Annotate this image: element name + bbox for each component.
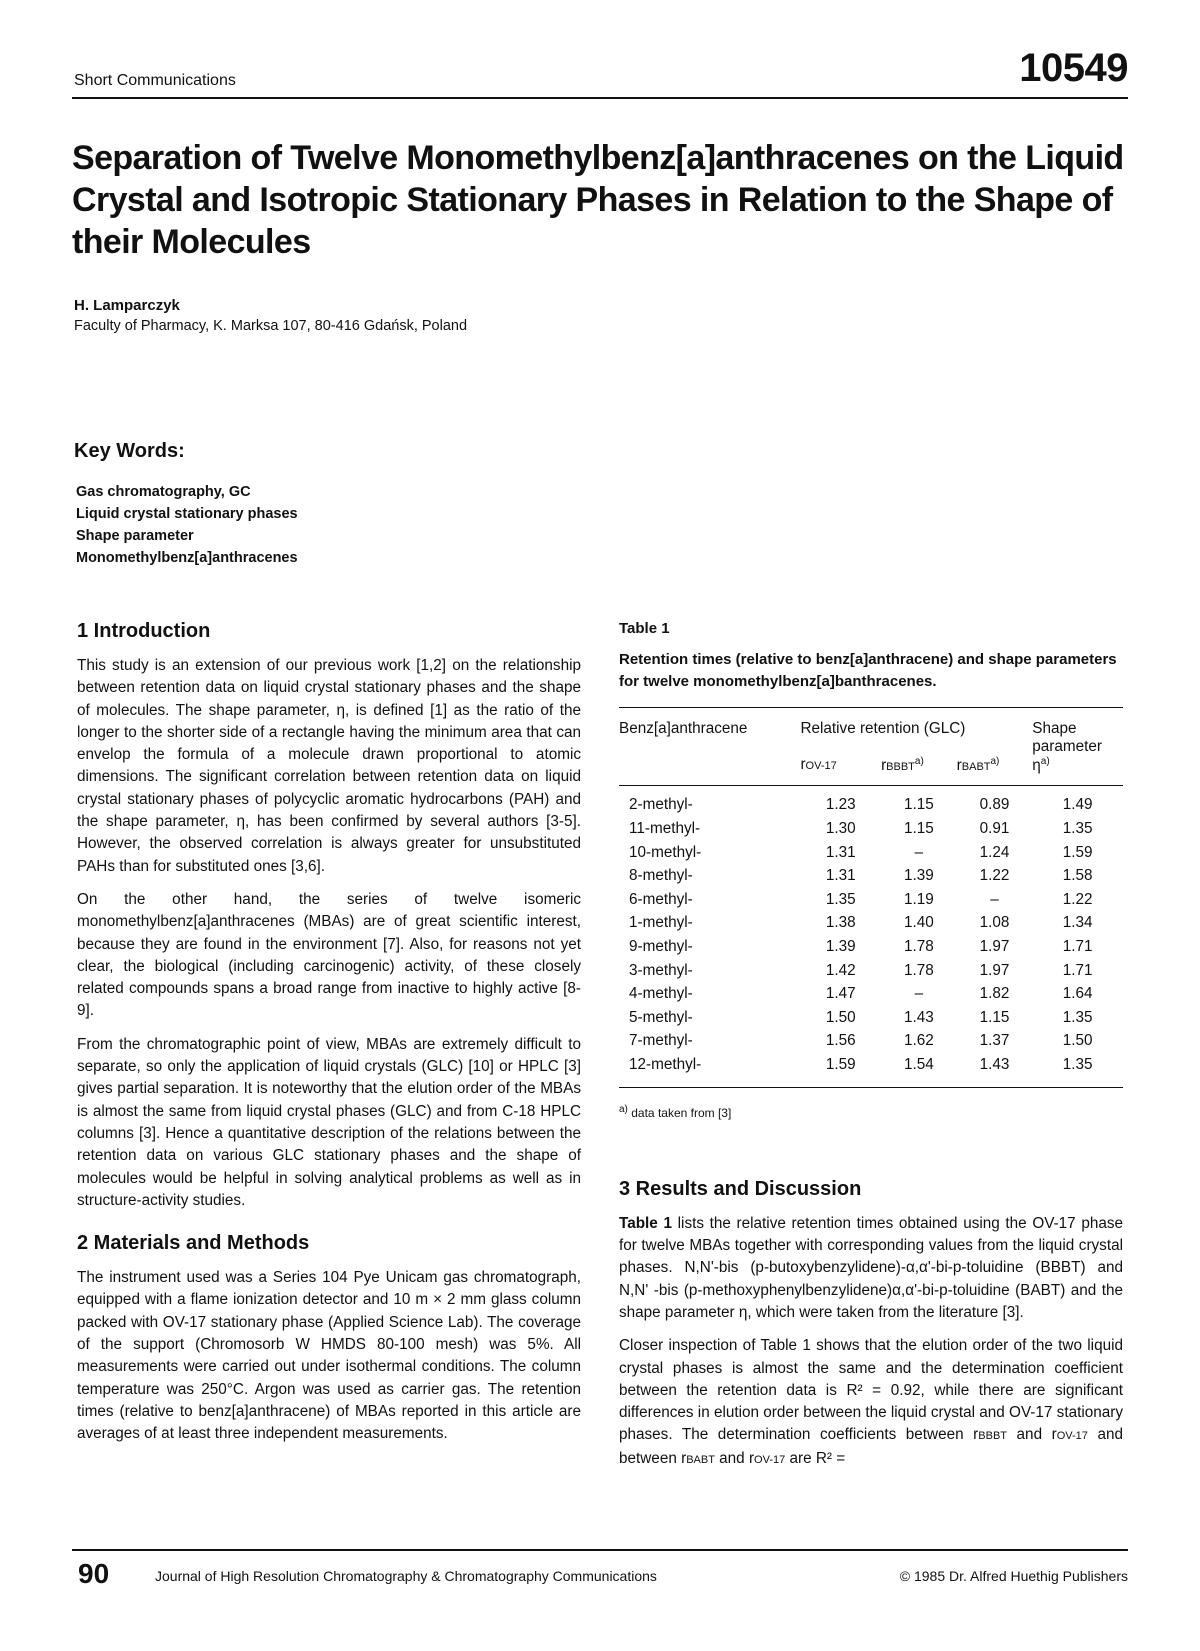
value-cell: 1.35 [1062,1008,1093,1026]
keyword-item: Liquid crystal stationary phases [76,506,298,522]
results-text: and between r [619,1426,1123,1467]
table-row [619,1053,1123,1077]
subscript: BBBT [978,1430,1007,1443]
value-cell: 1.64 [1062,985,1093,1003]
compound-cell: 6-methyl- [629,890,693,908]
table-row [619,935,1123,959]
value-cell: 1.22 [1062,890,1093,908]
r-symbol: r [956,757,962,775]
table-bottom-rule [619,1087,1123,1088]
value-cell: 1.22 [979,867,1010,885]
footer-rule [72,1549,1128,1551]
methods-paragraph: The instrument used was a Series 104 Pye Unicam gas chromatograph, equipped with a flame ionization detector and 10 m × 2 mm glass column packed with OV-17 stationary phase (Applied Science Lab). The coverage of the support (Chromosorb W HMDS 80-100 mesh) was 5%. All measurements were carried out under isothermal conditions. The column temperature was 250°C. Argon was used as carrier gas. The retention times (relative to benz[a]anthracene) of MBAs reported in this article are averages of at least three independent measurements. [77,1269,581,1443]
subscript-babt: BABT [961,761,991,774]
header-blank [619,756,800,786]
table-row [619,794,1123,818]
footnote-marker: a) [914,756,924,767]
r-symbol: r [800,756,806,773]
compound-cell: 8-methyl- [629,867,693,885]
table-row [619,817,1123,841]
r-symbol: r [881,757,887,775]
value-cell: 1.39 [825,937,856,955]
value-cell: 1.30 [825,819,856,837]
results-text: are R² = [785,1449,846,1467]
introduction-paragraph: This study is an extension of our previous work [1,2] on the relationship between retention data on liquid crystal stationary phases and the shape of molecules. The shape parameter, η, is defined [1] as the ratio of the longer to the shorter side of a rectangle having the minimum area that can envelop the formula of a molecule drawn proportional to atomic dimensions. The significant correlation between retention data on liquid crystal stationary phases of polycyclic aromatic hydrocarbons (PAH) and the shape parameter, η, has been confirmed by several authors [3-5]. However, the observed correlation is always greater for unsubstituted PAHs than for substituted ones [3,6]. [77,657,581,875]
table-row [619,1006,1123,1030]
header-shape-parameter: Shape parameter [1032,720,1102,755]
table-footnote [619,1104,1123,1120]
value-cell: 1.39 [903,867,934,885]
compound-cell: 9-methyl- [629,937,693,955]
compound-cell: 3-methyl- [629,961,693,979]
table-row [619,841,1123,865]
keyword-item: Shape parameter [76,528,194,544]
value-cell: 1.31 [825,867,856,885]
header-eta [1032,756,1123,786]
compound-cell: 1-methyl- [629,914,693,932]
page-number-top: 10549 [1019,46,1128,90]
keywords-heading: Key Words: [74,440,185,462]
value-cell: 1.62 [903,1032,934,1050]
header-rule [72,97,1128,99]
results-paragraph [619,1213,1123,1324]
compound-cell: 11-methyl- [629,819,701,837]
footnote-marker: a) [1040,756,1050,767]
value-cell: 1.54 [903,1055,934,1073]
compound-cell: 2-methyl- [629,796,693,814]
value-cell: 1.35 [1062,1055,1093,1073]
footnote-marker: a) [619,1103,628,1115]
header-r-babt [957,756,1033,786]
footnote-marker: a) [990,756,1000,767]
value-cell: 1.15 [903,796,934,814]
value-cell: 1.35 [1062,819,1093,837]
value-cell: 1.59 [825,1055,856,1073]
value-cell: – [914,843,924,861]
compound-cell: 4-methyl- [629,985,693,1003]
value-cell: 1.78 [903,961,934,979]
journal-name: Journal of High Resolution Chromatography & Chromatography Communications [155,1568,657,1584]
table-row [619,1030,1123,1054]
header-r-ov17 [800,756,881,786]
header-compound: Benz[a]anthracene [619,720,748,737]
value-cell: – [914,985,924,1003]
value-cell: 1.58 [1062,867,1093,885]
value-cell: 1.59 [1062,843,1093,861]
table-caption: Retention times (relative to benz[a]anthracene) and shape parameters for twelve monomethylbenz[a]banthracenes. [619,651,1117,690]
results-text: and r [714,1449,755,1467]
value-cell: 1.43 [979,1055,1010,1073]
value-cell: 1.15 [903,819,934,837]
results-text: Closer inspection of Table 1 shows that the elution order of the two liquid crystal phases is almost the same and the determination coefficient between the retention data is R² = 0.92, while there are significant differences in elution order between the liquid crystal and OV-17 stationary phases. The determination coefficients between r [619,1337,1123,1444]
table-row [619,912,1123,936]
value-cell: 0.91 [979,819,1010,837]
copyright: © 1985 Dr. Alfred Huethig Publishers [899,1568,1128,1584]
value-cell: 1.37 [979,1032,1010,1050]
compound-cell: 12-methyl- [629,1055,702,1073]
table-reference: Table 1 [619,1214,672,1232]
value-cell: 1.50 [825,1008,856,1026]
author-affiliation: Faculty of Pharmacy, K. Marksa 107, 80-416 Gdańsk, Poland [74,318,468,334]
value-cell: 1.42 [825,961,856,979]
methods-heading: 2 Materials and Methods [77,1232,310,1255]
value-cell: 1.50 [1062,1032,1093,1050]
value-cell: 1.24 [979,843,1010,861]
value-cell: 1.34 [1062,914,1093,932]
retention-table [619,708,1123,1077]
footnote-text: data taken from [3] [631,1105,732,1120]
keyword-item: Monomethylbenz[a]anthracenes [76,550,298,566]
value-cell: 1.08 [979,914,1010,932]
value-cell: 1.35 [825,890,856,908]
subscript: OV-17 [1056,1430,1088,1443]
table-row [619,864,1123,888]
table-row [619,888,1123,912]
value-cell: 1.47 [825,985,856,1003]
subscript: BABT [686,1453,715,1466]
running-head: Short Communications [74,72,236,89]
value-cell: 1.31 [825,843,856,861]
keywords-list [76,481,298,569]
value-cell: 1.40 [903,914,934,932]
value-cell: 1.49 [1062,796,1093,814]
value-cell: 0.89 [979,796,1010,814]
value-cell: 1.71 [1062,961,1093,979]
value-cell: 1.97 [979,961,1010,979]
right-column [619,620,1123,1482]
value-cell: – [990,890,999,908]
value-cell: 1.71 [1062,937,1093,955]
introduction-paragraph: From the chromatographic point of view, MBAs are extremely difficult to separate, so only the application of liquid crystals (GLC) [10] or HPLC [3] gives partial separation. It is noteworthy that the elution order of the MBAs is almost the same from liquid crystal phases (GLC) and from C-18 HPLC columns [3]. Hence a quantitative description of the relations between the retention data on various GLC stationary phases and the shape of molecules would be helpful in solving analytical problems as well as in structure-activity studies. [77,1035,581,1209]
subscript: OV-17 [754,1453,786,1466]
header-relative-retention: Relative retention (GLC) [800,720,966,737]
value-cell: 1.78 [903,937,934,955]
table-row [619,959,1123,983]
page-number-bottom: 90 [78,1558,110,1589]
results-heading: 3 Results and Discussion [619,1177,862,1200]
subscript-ov17: OV-17 [805,760,837,772]
results-text: lists the relative retention times obtained using the OV-17 phase for twelve MBAs together with corresponding values from the liquid crystal phases. N,N'-bis (p-butoxybenzylidene)-α,α'-bi-p-toluidine (BBBT) and N,N' -bis (p-methoxyphenylbenzylidene)α,α'-bi-p-toluidine (BABT) and the shape parameter η, which were taken from the literature [3]. [619,1214,1124,1321]
compound-cell: 7-methyl- [629,1032,693,1050]
value-cell: 1.38 [825,914,856,932]
value-cell: 1.82 [979,985,1010,1003]
keyword-item: Gas chromatography, GC [76,484,251,500]
table-header-rule [619,786,1123,794]
eta-symbol: η [1032,757,1041,775]
value-cell: 1.19 [903,890,934,908]
table-label: Table 1 [619,620,670,637]
subscript-bbbt: BBBT [886,761,915,774]
table-row [619,982,1123,1006]
value-cell: 1.43 [903,1008,934,1026]
article-title: Separation of Twelve Monomethylbenz[a]anthracenes on the Liquid Crystal and Isotropic Stationary Phases in Relation to the Shape of their Molecules [72,139,1124,261]
value-cell: 1.56 [825,1032,856,1050]
value-cell: 1.15 [979,1008,1010,1026]
results-paragraph [619,1335,1123,1471]
introduction-heading: 1 Introduction [77,620,211,642]
value-cell: 1.23 [825,796,856,814]
header-r-bbbt [881,756,957,786]
introduction-paragraph: On the other hand, the series of twelve isomeric monomethylbenz[a]anthracenes (MBAs) are of great scientific interest, because they are found in the environment [7]. Also, for reasons not yet clear, the biological (including carcinogenic) activity, of these closely related compounds spans a broad range from inactive to highly active [8-9]. [77,890,581,1020]
results-text: and r [1007,1426,1057,1444]
table-body [619,794,1123,1077]
left-column [77,620,581,1457]
author-name: H. Lamparczyk [74,297,180,314]
compound-cell: 5-methyl- [629,1008,693,1026]
value-cell: 1.97 [979,937,1010,955]
compound-cell: 10-methyl- [629,843,702,861]
